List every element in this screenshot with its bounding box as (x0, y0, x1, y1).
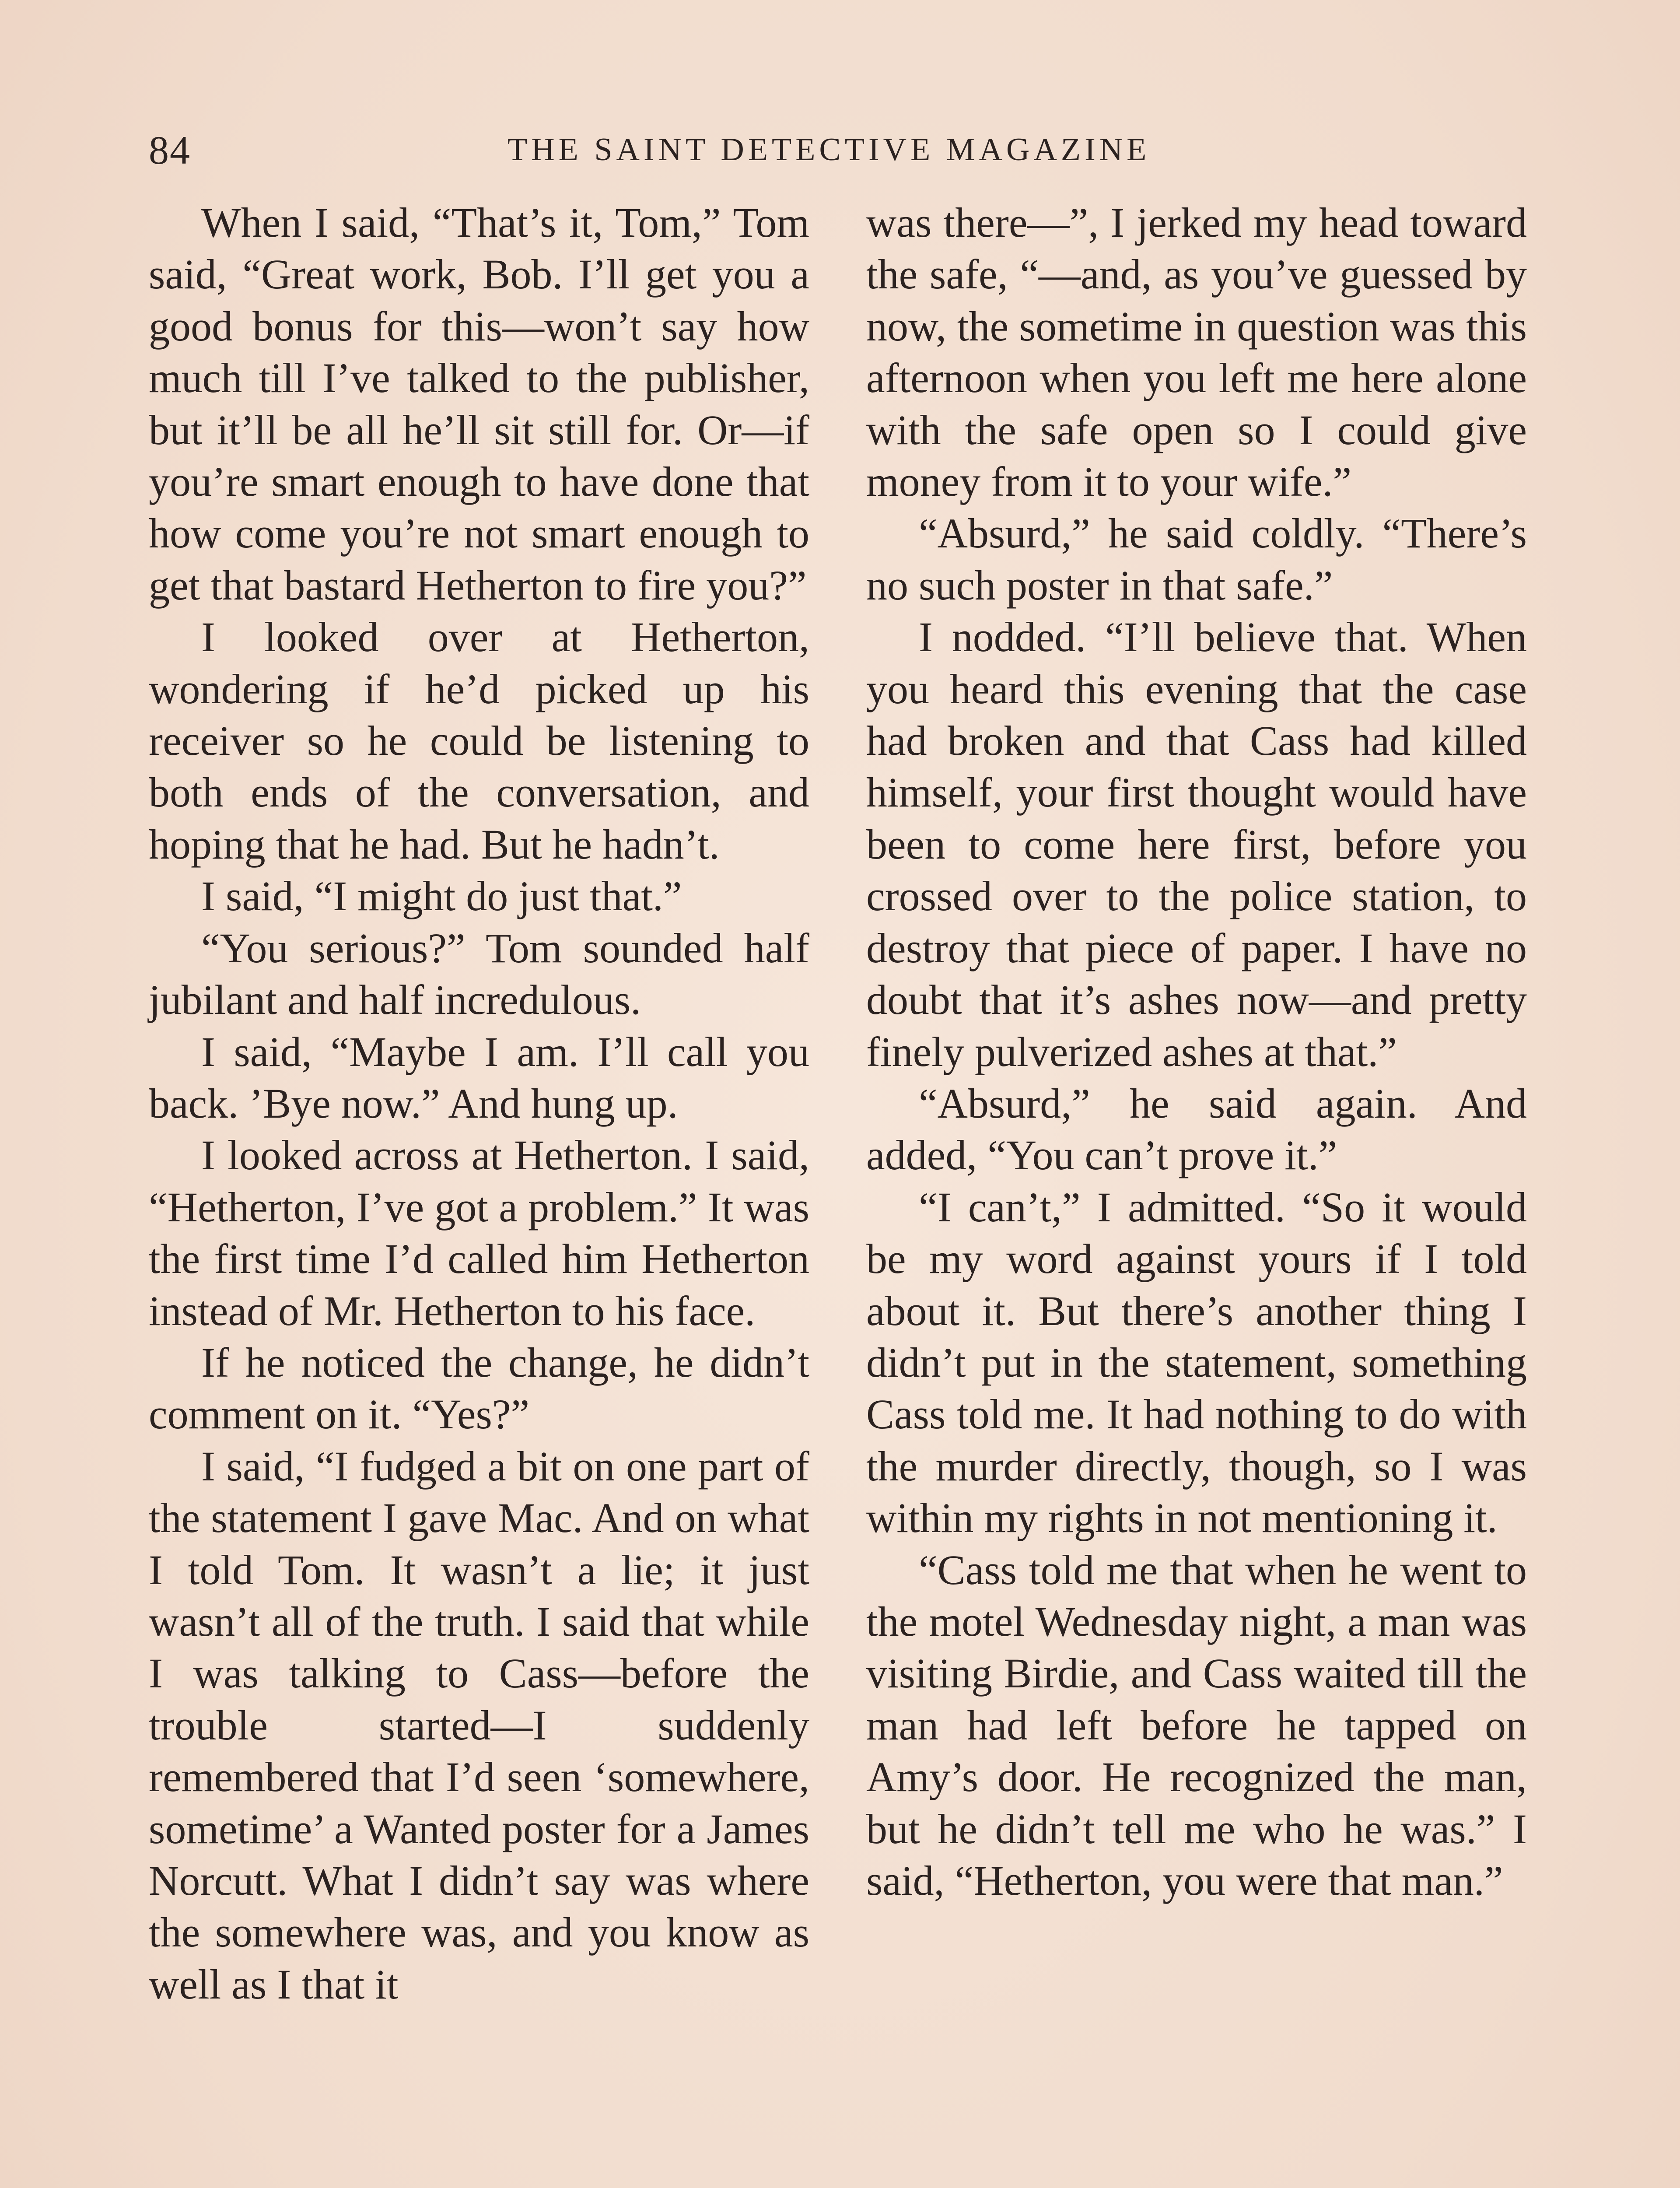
running-head: THE SAINT DETECTIVE MAGAZINE (508, 132, 1151, 168)
paragraph: I said, “I fudged a bit on one part of the statement I gave Mac. And on what I told Tom. It wasn’t a lie; it just wasn’t all of the truth. I said that while I was talking to Cass—before the trouble started—I suddenly remembered that I’d seen ‘somewhere, sometime’ a Wanted poster for a James Norcutt. What I didn’t say was where the somewhere was, and you know as well as I that it (149, 1442, 809, 2008)
paragraph: “Absurd,” he said again. And added, “You can’t prove it.” (866, 1080, 1527, 1179)
page-header (149, 127, 1531, 179)
paragraph: When I said, “That’s it, Tom,” Tom said, “Great work, Bob. I’ll get you a good bonus for this—won’t say how much till I’ve talked to the publisher, but it’ll be all he’ll sit still for. Or—if you’re smart enough to have done that how come you’re not smart enough to get that bastard Hetherton to fire you?” (149, 199, 809, 609)
left-column (149, 197, 809, 2010)
paragraph: If he noticed the change, he didn’t comment on it. “Yes?” (149, 1339, 809, 1438)
paragraph: I said, “Maybe I am. I’ll call you back. ’Bye now.” And hung up. (149, 1028, 809, 1127)
paragraph: “You serious?” Tom sounded half jubilant and half incredulous. (149, 924, 809, 1024)
paragraph: I said, “I might do just that.” (201, 873, 682, 920)
paragraph: I nodded. “I’ll believe that. When you heard this evening that the case had broken and that Cass had killed himself, your first thought would have been to come here first, before you crossed over to the police station, to destroy that piece of paper. I have no doubt that it’s ashes now—and pretty finely pulverized ashes at that.” (866, 614, 1527, 1075)
text-columns (149, 197, 1540, 2188)
paragraph: I looked across at Hetherton. I said, “Hetherton, I’ve got a problem.” It was the first time I’d called him Hetherton instead of Mr. Hetherton to his face. (149, 1132, 809, 1334)
paragraph: “Absurd,” he said coldly. “There’s no such poster in that safe.” (866, 510, 1527, 609)
paragraph: I looked over at Hetherton, wondering if he’d picked up his receiver so he could be listening to both ends of the conversation, and hoping that he had. But he hadn’t. (149, 614, 809, 868)
page-number: 84 (149, 128, 191, 172)
paragraph: “Cass told me that when he went to the motel Wednesday night, a man was visiting Birdie, and Cass waited till the man had left before he tapped on Amy’s door. He recognized the man, but he didn’t tell me who he was.” I said, “Hetherton, you were that man.” (866, 1546, 1527, 1904)
paragraph: “I can’t,” I admitted. “So it would be my word against yours if I told about it. But there’s another thing I didn’t put in the statement, something Cass told me. It had nothing to do with the murder directly, though, so I was within my rights in not mentioning it. (866, 1183, 1527, 1542)
continued-paragraph: was there—”, I jerked my head toward the safe, “—and, as you’ve guessed by now, the sometime in question was this afternoon when you left me here alone with the safe open so I could give money from it to your wife.” (866, 199, 1527, 505)
right-column (866, 197, 1527, 1907)
